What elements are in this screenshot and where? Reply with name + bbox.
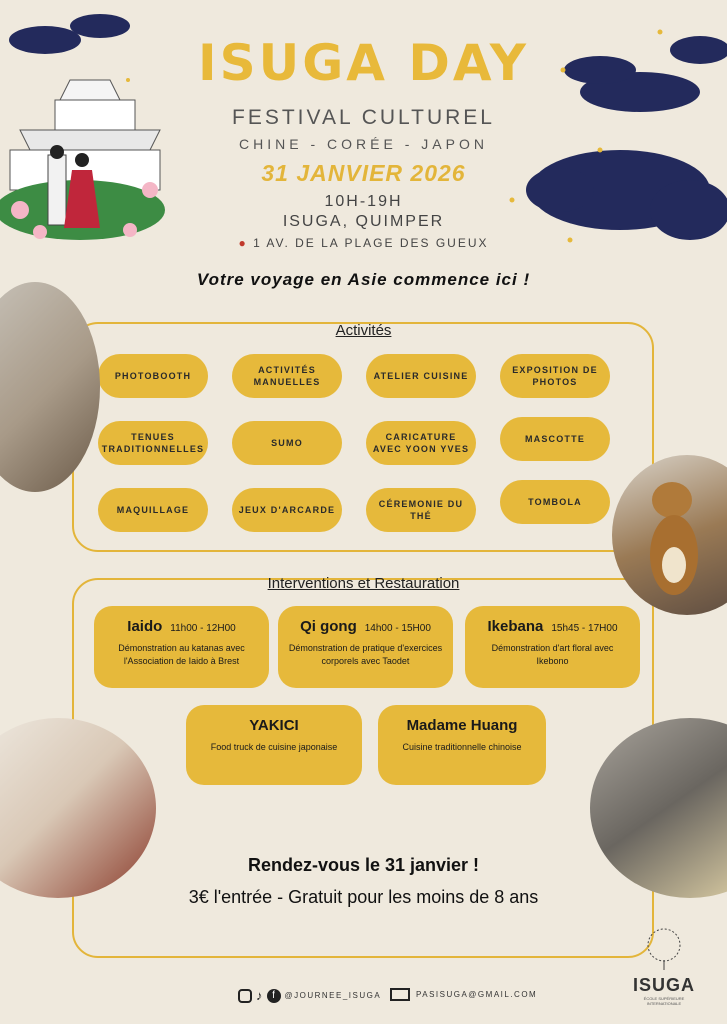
location-pin-icon: ● (238, 236, 248, 250)
tiktok-icon[interactable]: ♪ (256, 988, 263, 1003)
activity-pill: CARICATURE AVEC YOON YVES (366, 421, 476, 465)
card-name: Ikebana (487, 618, 544, 635)
card-name: Qi gong (300, 618, 357, 635)
activity-pill: TENUES TRADITIONNELLES (98, 421, 208, 465)
activity-pill: SUMO (232, 421, 342, 465)
activities-title: Activités (335, 322, 392, 339)
card-description: Démonstration au katanas avec l'Association de Iaido à Brest (118, 643, 245, 666)
price-text: 3€ l'entrée - Gratuit pour les moins de 8 ans (188, 887, 539, 907)
interventions-title: Interventions et Restauration (267, 575, 460, 592)
mail-icon (390, 988, 410, 1001)
event-title: ISUGA DAY (198, 34, 529, 92)
event-subtitle: FESTIVAL CULTUREL (232, 106, 495, 129)
rendezvous-text: Rendez-vous le 31 janvier ! (247, 855, 480, 875)
card-time: 14h00 - 15H00 (364, 623, 431, 634)
event-address (0, 236, 727, 250)
activity-pill: PHOTOBOOTH (98, 354, 208, 398)
email-contact (390, 988, 537, 1001)
card-time: 15h45 - 17H00 (551, 623, 618, 634)
logo-text: ISUGA (632, 975, 695, 995)
activity-pill: EXPOSITION DE PHOTOS (500, 354, 610, 398)
activity-pill: TOMBOLA (500, 480, 610, 524)
card-name: Iaido (127, 618, 163, 635)
card-description: Démonstration d'art floral avec Ikebono (491, 643, 614, 666)
food-card-yakici (186, 705, 362, 785)
event-date: 31 JANVIER 2026 (261, 160, 466, 186)
dandelion-icon (639, 920, 689, 970)
facebook-icon[interactable]: f (267, 989, 281, 1003)
food-card-madame-huang (378, 705, 546, 785)
isuga-logo (628, 920, 700, 1006)
event-countries: CHINE - CORÉE - JAPON (239, 136, 488, 152)
card-description: Démonstration de pratique d'exercices corporels avec Taodet (288, 643, 443, 666)
card-name: YAKICI (249, 717, 299, 734)
activity-pill: ATELIER CUISINE (366, 354, 476, 398)
tagline: Votre voyage en Asie commence ici ! (196, 270, 531, 289)
intervention-card-ikebana (465, 606, 640, 688)
event-place: ISUGA, QUIMPER (282, 213, 445, 230)
activity-pill: CÉREMONIE DU THÉ (366, 488, 476, 532)
card-description: Cuisine traditionnelle chinoise (402, 742, 522, 752)
event-hours: 10H-19H (324, 193, 403, 210)
intervention-card-iaido (94, 606, 269, 688)
email-address[interactable]: PASISUGA@GMAIL.COM (416, 990, 538, 999)
intervention-card-qigong (278, 606, 453, 688)
card-description: Food truck de cuisine japonaise (210, 742, 338, 752)
activity-pill: ACTIVITÉS MANUELLES (232, 354, 342, 398)
social-handle[interactable]: @JOURNEE_ISUGA (284, 991, 382, 1000)
card-name: Madame Huang (406, 717, 518, 734)
instagram-icon[interactable] (238, 989, 252, 1003)
address-text: 1 AV. DE LA PLAGE DES GUEUX (253, 236, 489, 250)
activity-pill: MASCOTTE (500, 417, 610, 461)
card-time: 11h00 - 12H00 (170, 623, 236, 634)
social-links (238, 988, 381, 1003)
logo-subtext: ÉCOLE SUPÉRIEURE INTERNATIONALE (643, 996, 685, 1006)
activity-pill: MAQUILLAGE (98, 488, 208, 532)
activity-pill: JEUX D'ARCARDE (232, 488, 342, 532)
